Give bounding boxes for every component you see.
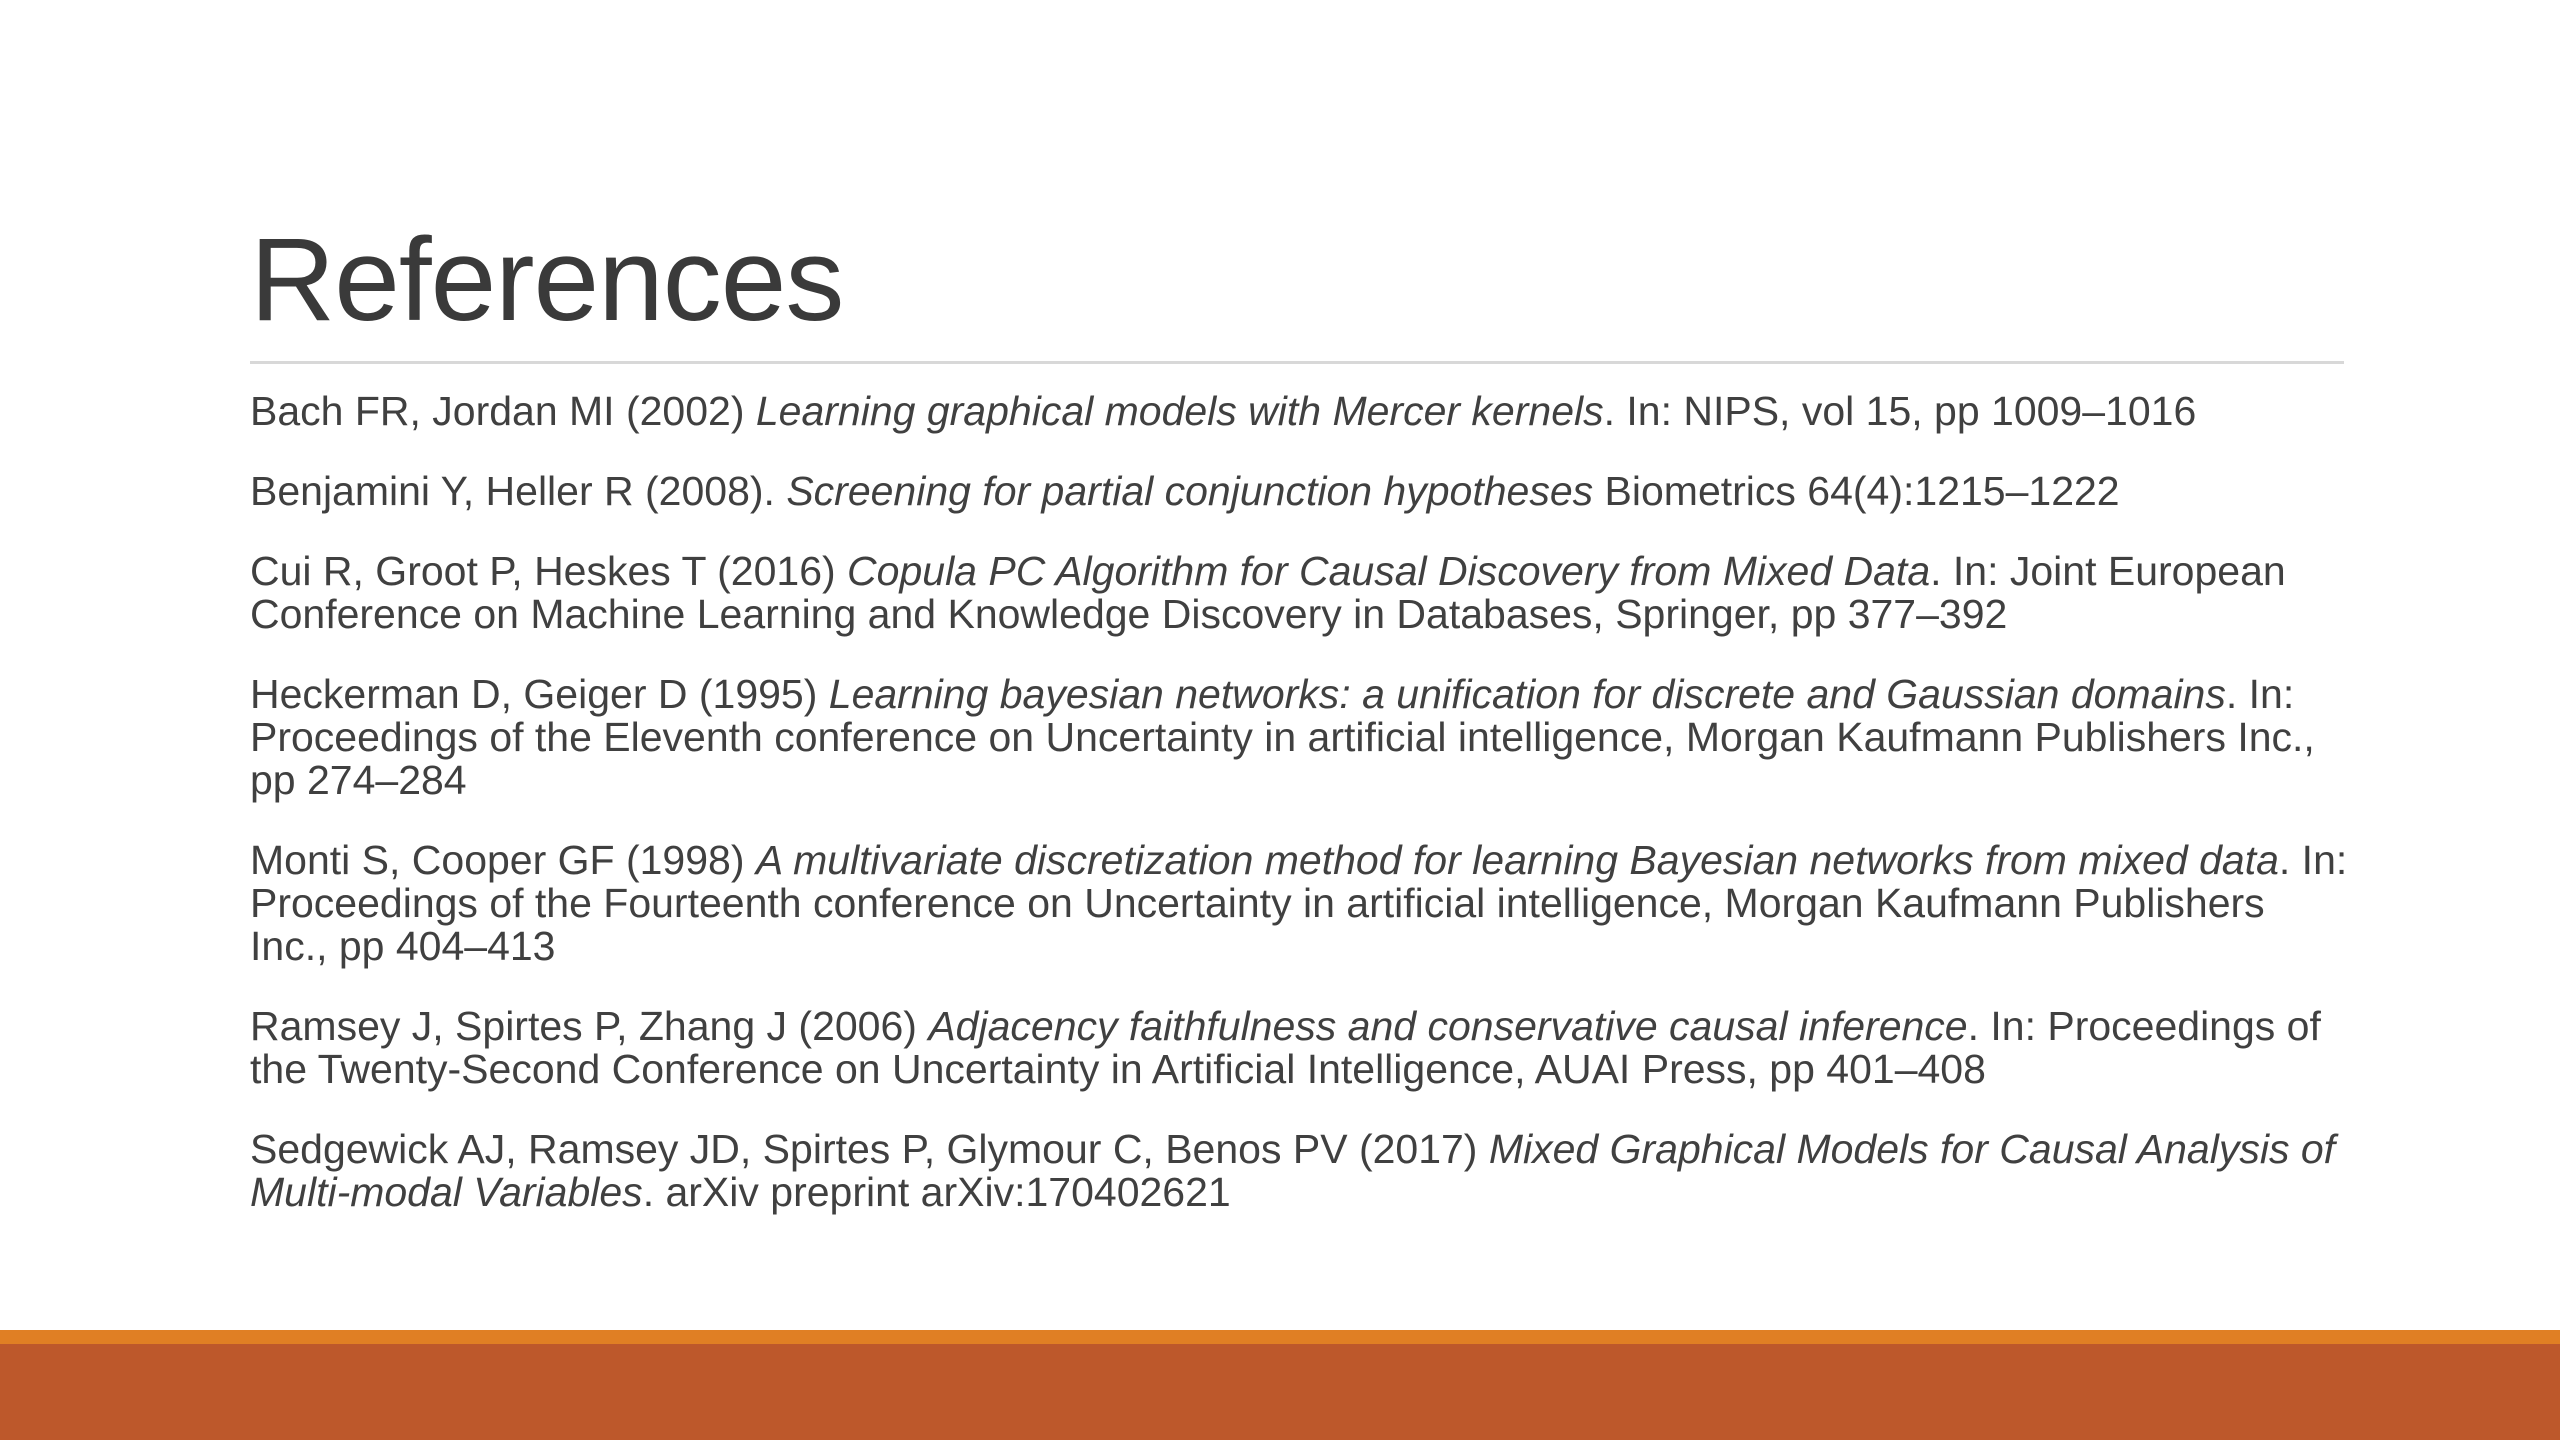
reference-authors: Cui R, Groot P, Heskes T (2016) [250, 548, 848, 594]
reference-item [250, 390, 2350, 433]
reference-item [250, 550, 2350, 636]
reference-authors: Sedgewick AJ, Ramsey JD, Spirtes P, Glymour C, Benos PV (2017) [250, 1126, 1489, 1172]
reference-authors: Heckerman D, Geiger D (1995) [250, 671, 829, 717]
reference-source: . In: NIPS, vol 15, pp 1009–1016 [1603, 388, 2197, 434]
reference-item [250, 839, 2350, 968]
reference-source: . arXiv preprint arXiv:170402621 [642, 1169, 1231, 1215]
footer-accent-band [0, 1344, 2560, 1440]
reference-source: . In: Proceedings of the Eleventh conference on Uncertainty in artificial intelligence, Morgan Kaufmann Publishers Inc., pp 274–284 [250, 671, 2315, 803]
reference-title: Learning bayesian networks: a unification for discrete and Gaussian domains [828, 671, 2226, 717]
reference-title: Learning graphical models with Mercer kernels [755, 388, 1604, 434]
reference-title: Screening for partial conjunction hypotheses [786, 468, 1594, 514]
slide-title: References [250, 214, 844, 346]
reference-title: A multivariate discretization method for learning Bayesian networks from mixed data [755, 837, 2279, 883]
reference-authors: Monti S, Cooper GF (1998) [250, 837, 756, 883]
reference-authors: Ramsey J, Spirtes P, Zhang J (2006) [250, 1003, 929, 1049]
reference-title: Adjacency faithfulness and conservative causal inference [928, 1003, 1968, 1049]
title-divider [250, 361, 2344, 364]
reference-title: Copula PC Algorithm for Causal Discovery from Mixed Data [847, 548, 1931, 594]
reference-source: Biometrics 64(4):1215–1222 [1593, 468, 2120, 514]
reference-authors: Bach FR, Jordan MI (2002) [250, 388, 756, 434]
reference-authors: Benjamini Y, Heller R (2008). [250, 468, 787, 514]
reference-title: Mixed Graphical Models for Causal Analysis of Multi-modal Variables [250, 1126, 2336, 1215]
reference-list [250, 390, 2350, 1251]
reference-source: . In: Proceedings of the Twenty-Second Conference on Uncertainty in Artificial Intelligence, AUAI Press, pp 401–408 [250, 1003, 2321, 1092]
reference-source: . In: Joint European Conference on Machine Learning and Knowledge Discovery in Databases, Springer, pp 377–392 [250, 548, 2286, 637]
reference-item [250, 470, 2350, 513]
reference-item [250, 1005, 2350, 1091]
footer-accent-stripe [0, 1330, 2560, 1344]
reference-source: . In: Proceedings of the Fourteenth conference on Uncertainty in artificial intelligence, Morgan Kaufmann Publishers Inc., pp 404–413 [250, 837, 2348, 969]
reference-item [250, 673, 2350, 802]
reference-item [250, 1128, 2350, 1214]
